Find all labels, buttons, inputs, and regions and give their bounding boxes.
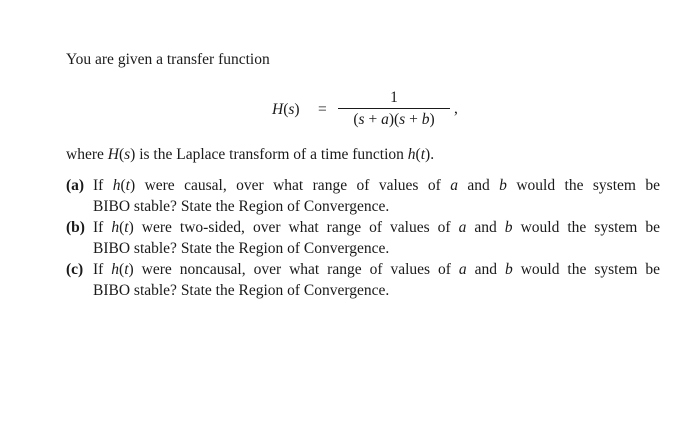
equation-numerator: 1 xyxy=(390,89,398,106)
question-a xyxy=(66,175,660,217)
transfer-function-equation xyxy=(272,88,472,132)
question-line: BIBO stable? State the Region of Convergence. xyxy=(93,240,390,257)
question-b xyxy=(66,217,660,259)
where-function-argument: (s) xyxy=(118,146,136,163)
equation-equals-sign: = xyxy=(318,101,327,118)
question-line: If h(t) were causal, over what range of values of a and b would the system be xyxy=(93,177,660,194)
where-time-function-argument: (t) xyxy=(415,146,431,163)
where-middle-text: is the Laplace transform of a time function xyxy=(135,146,408,163)
where-time-function-symbol: h xyxy=(407,146,416,163)
where-prefix: where xyxy=(66,146,108,163)
where-end-period: . xyxy=(430,146,435,163)
equation-denominator: (s + a)(s + b) xyxy=(353,111,435,128)
question-body xyxy=(93,259,660,301)
question-line: BIBO stable? State the Region of Convergence. xyxy=(93,198,390,215)
where-statement xyxy=(66,144,434,165)
question-body xyxy=(93,175,660,217)
question-label: (b) xyxy=(66,219,85,236)
question-line: BIBO stable? State the Region of Convergence. xyxy=(93,282,390,299)
question-body xyxy=(93,217,660,259)
intro-text: You are given a transfer function xyxy=(66,51,270,68)
equation-lhs-argument: (s) xyxy=(283,101,300,118)
question-line: If h(t) were two-sided, over what range of values of a and b would the system be xyxy=(93,219,661,236)
question-label: (c) xyxy=(66,261,84,278)
question-label: (a) xyxy=(66,177,85,194)
where-function-symbol: H xyxy=(107,146,119,163)
question-line: If h(t) were noncausal, over what range of values of a and b would the system be xyxy=(93,261,660,278)
equation-lhs xyxy=(272,99,300,120)
equation-trailing-comma: , xyxy=(454,100,458,117)
equation-lhs-function: H xyxy=(272,101,284,118)
question-c xyxy=(66,259,660,301)
